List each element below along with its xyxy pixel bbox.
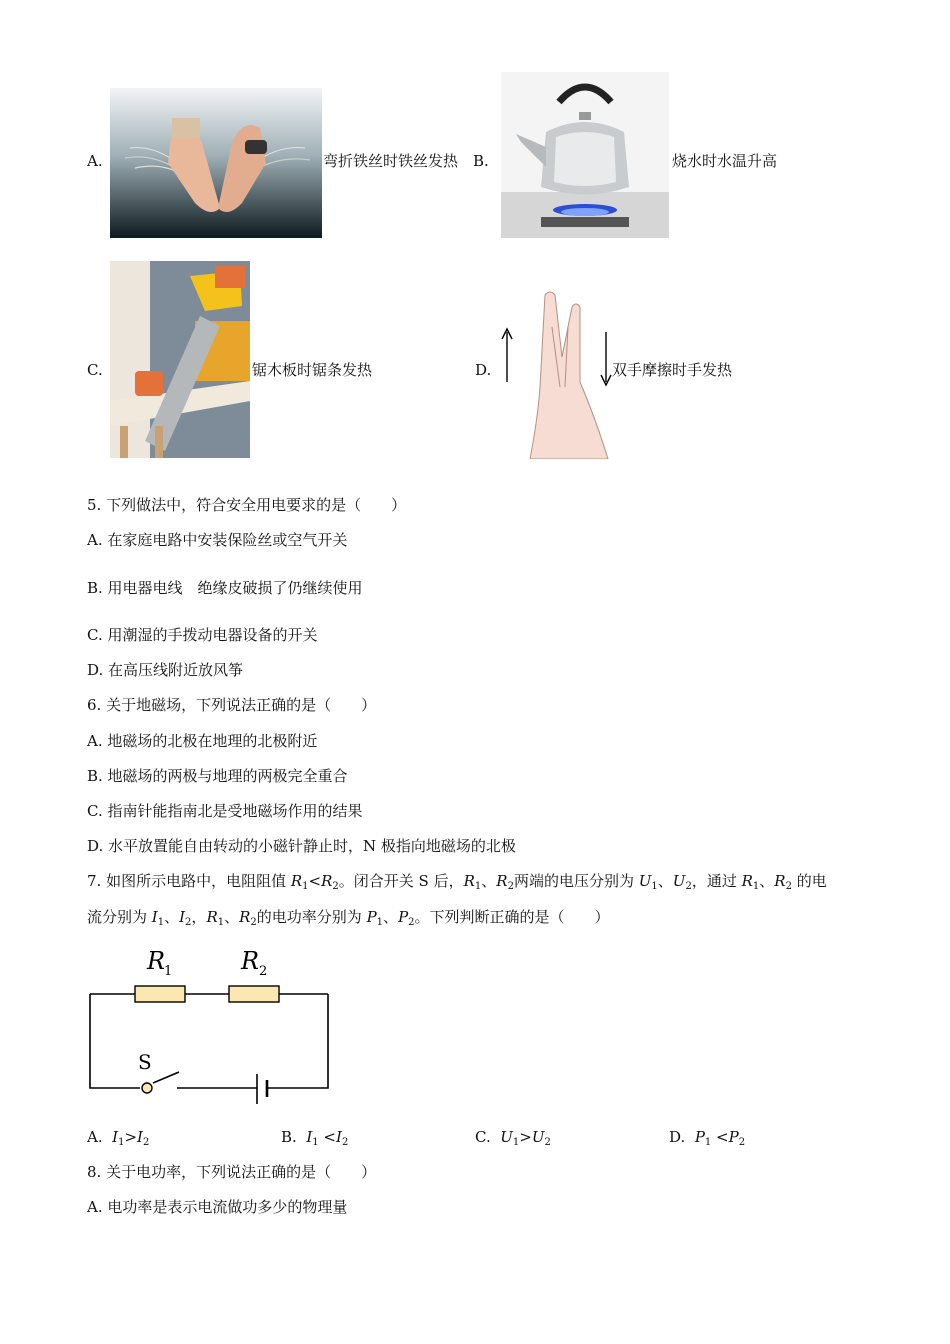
q7-stem-line1: 7. 如图所示电路中，电阻阻值 $R_1<R_2$。闭合开关 S 后，$R_1$、$R_2$两端的电压分别为 $U_1$、$U_2$，通过 $R_1$、$R_2$ 的电: [87, 872, 827, 892]
bending-wire-image: [110, 88, 322, 238]
option-d-label: D.: [475, 361, 492, 379]
circuit-r1-sub: 1: [164, 964, 173, 979]
kettle-image: [501, 72, 669, 238]
q5-option-b: B. 用电器电线 绝缘皮破损了仍继续使用: [87, 579, 363, 597]
q7-option-c: C. $U_1>U_2$: [475, 1128, 551, 1148]
q6-option-b: B. 地磁场的两极与地理的两极完全重合: [87, 767, 348, 785]
q5-stem: 5. 下列做法中，符合安全用电要求的是（ ）: [87, 496, 407, 514]
q5-option-d: D. 在高压线附近放风筝: [87, 661, 244, 679]
circuit-r1-label: R: [147, 947, 166, 975]
q8-option-a: A. 电功率是表示电流做功多少的物理量: [87, 1198, 348, 1216]
circuit-switch-label: S: [138, 1050, 152, 1074]
q7-option-b: B. $I_1 <I_2$: [281, 1128, 349, 1148]
option-d-caption: 双手摩擦时手发热: [612, 361, 733, 379]
q7-option-a: A. $I_1>I_2$: [87, 1128, 150, 1148]
option-c-label: C.: [87, 361, 103, 379]
rubbing-hands-image: [500, 287, 612, 459]
q6-stem: 6. 关于地磁场，下列说法正确的是（ ）: [87, 696, 377, 714]
circuit-diagram: [85, 942, 335, 1107]
q5-option-a: A. 在家庭电路中安装保险丝或空气开关: [87, 531, 348, 549]
option-a-label: A.: [87, 152, 103, 170]
q7-option-d: D. $P_1 <P_2$: [669, 1128, 746, 1148]
option-b-caption: 烧水时水温升高: [672, 152, 778, 170]
switch-pivot: [142, 1083, 152, 1093]
resistor-r1: [135, 986, 185, 1002]
resistor-r2: [229, 986, 279, 1002]
option-a-caption: 弯折铁丝时铁丝发热: [323, 152, 459, 170]
q5-option-c: C. 用潮湿的手拨动电器设备的开关: [87, 626, 318, 644]
option-b-label: B.: [473, 152, 489, 170]
q6-option-a: A. 地磁场的北极在地理的北极附近: [87, 732, 318, 750]
circuit-r2-sub: 2: [259, 964, 268, 979]
sawing-wood-image: [110, 261, 250, 458]
option-c-caption: 锯木板时锯条发热: [252, 361, 373, 379]
q6-option-c: C. 指南针能指南北是受地磁场作用的结果: [87, 802, 363, 820]
q7-stem-line2: 流分别为 $I_1$、$I_2$，$R_1$、$R_2$的电功率分别为 $P_1$、$P_2$。下列判断正确的是（ ）: [87, 908, 610, 928]
circuit-r2-label: R: [241, 947, 260, 975]
q8-stem: 8. 关于电功率，下列说法正确的是（ ）: [87, 1163, 377, 1181]
q6-option-d: D. 水平放置能自由转动的小磁针静止时，N 极指向地磁场的北极: [87, 837, 516, 855]
